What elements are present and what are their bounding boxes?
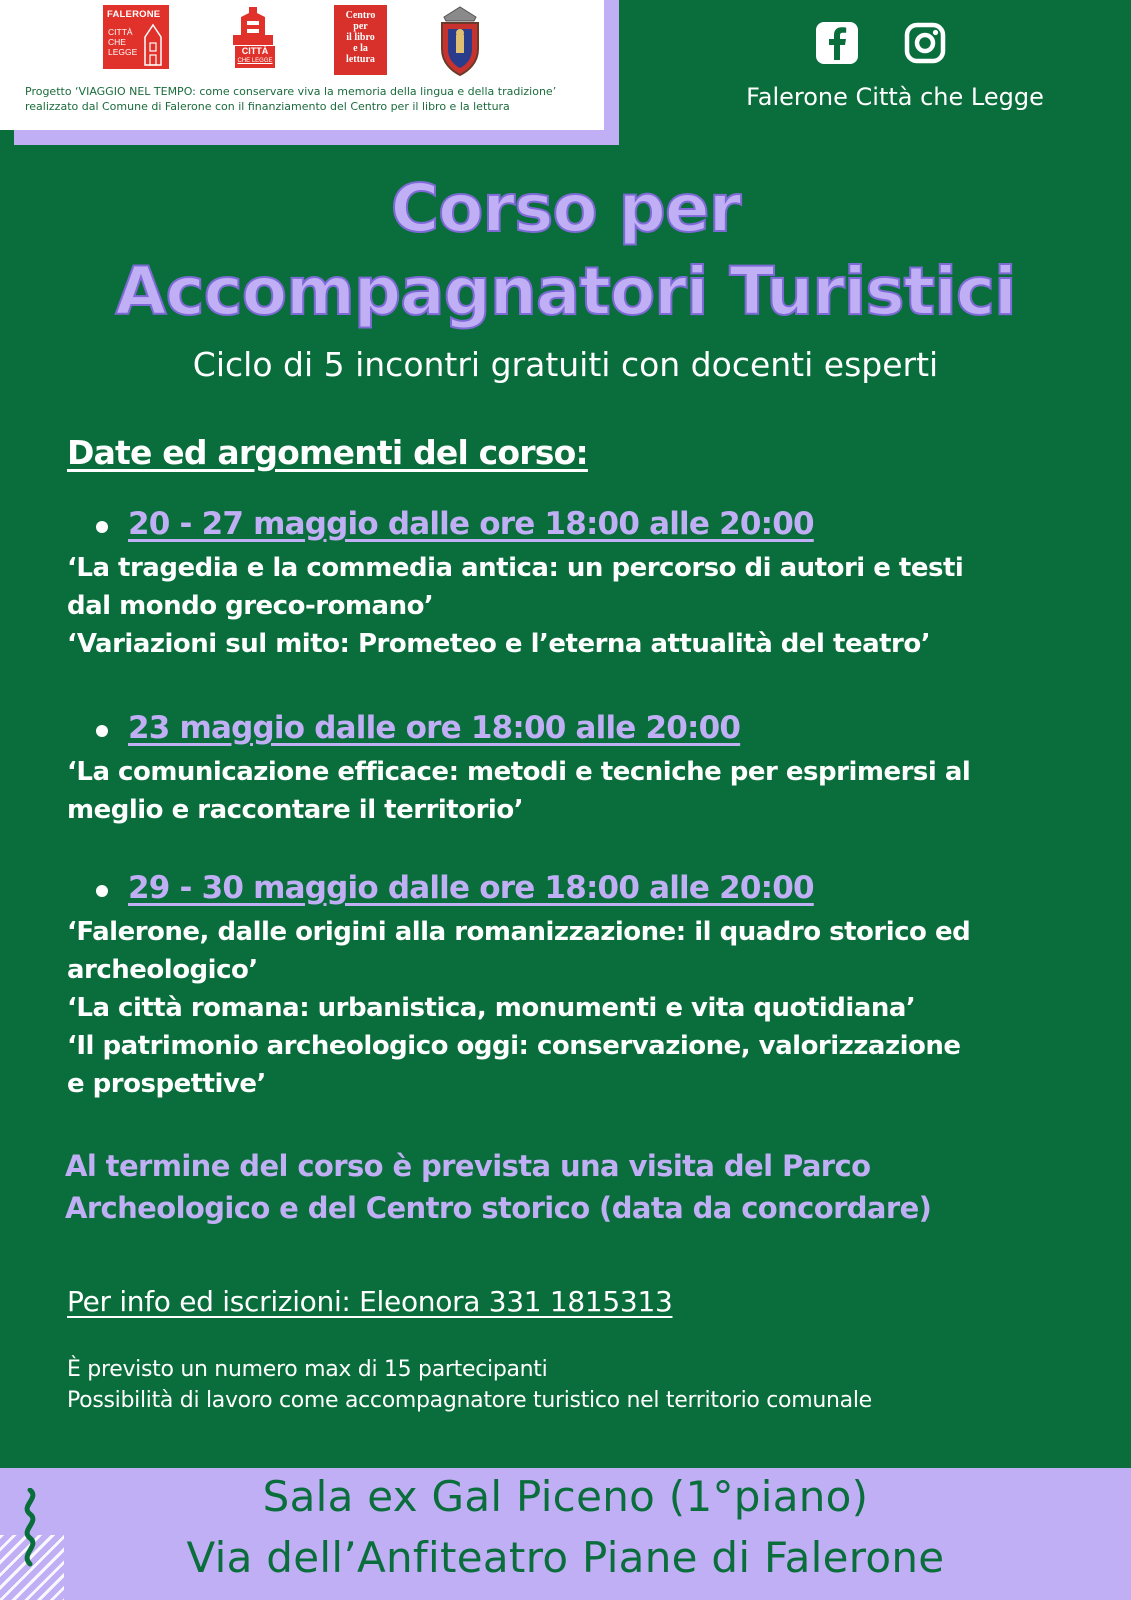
project-description — [25, 84, 605, 114]
session-topics — [67, 753, 1067, 829]
falerone-logo-tagline — [108, 27, 137, 57]
building-icon — [217, 5, 287, 49]
closing-note — [65, 1145, 1095, 1229]
social-account-name: Falerone Città che Legge — [746, 83, 1044, 111]
session-date: 23 maggio dalle ore 18:00 alle 20:00 — [128, 710, 741, 746]
instagram-icon[interactable] — [904, 22, 946, 64]
closing-line: Archeologico e del Centro storico (data da concordare) — [65, 1191, 932, 1225]
centro-logo-line: per — [353, 21, 368, 32]
citta-logo-line1: CITTÀ — [241, 46, 269, 56]
coat-of-arms-icon — [434, 3, 486, 77]
bullet-icon — [96, 521, 108, 533]
topic-line: dal mondo greco-romano’ — [67, 591, 434, 621]
project-line-1: Progetto ‘VIAGGIO NEL TEMPO: come conservare viva la memoria della lingua e della tradizione’ — [25, 85, 557, 98]
session-topics — [67, 549, 1067, 663]
closing-line: Al termine del corso è prevista una visita del Parco — [65, 1149, 871, 1183]
topic-line: ‘Il patrimonio archeologico oggi: conservazione, valorizzazione — [67, 1031, 961, 1061]
note-line: È previsto un numero max di 15 partecipanti — [67, 1357, 548, 1382]
page-title-line-1: Corso per — [390, 170, 741, 247]
falerone-logo-name: FALERONE — [107, 9, 161, 20]
centro-logo-line: lettura — [346, 54, 375, 65]
header-panel — [0, 0, 604, 130]
tagline-line: CITTÀ — [108, 27, 133, 37]
centro-libro-logo — [334, 5, 387, 75]
venue-name: Sala ex Gal Piceno (1°piano) — [262, 1472, 869, 1521]
note-line: Possibilità di lavoro come accompagnatore turistico nel territorio comunale — [67, 1388, 872, 1413]
facebook-icon[interactable] — [816, 22, 858, 64]
venue-address: Via dell’Anfiteatro Piane di Falerone — [186, 1533, 945, 1582]
page-title-line-2: Accompagnatori Turistici — [115, 253, 1016, 330]
citta-logo-line2: CHE LEGGE — [237, 58, 273, 64]
topic-line: ‘Variazioni sul mito: Prometeo e l’eterna attualità del teatro’ — [67, 629, 931, 659]
citta-logo-label — [235, 46, 275, 68]
centro-logo-line: Centro — [345, 10, 376, 21]
centro-logo-line: il libro — [346, 32, 375, 43]
tower-icon — [139, 23, 167, 67]
bullet-icon — [96, 885, 108, 897]
tagline-line: LEGGE — [108, 47, 138, 57]
citta-che-legge-logo — [217, 5, 287, 71]
centro-logo-line: e la — [353, 43, 368, 54]
topic-line: ‘Falerone, dalle origini alla romanizzazione: il quadro storico ed — [67, 917, 971, 947]
session-topics — [67, 913, 1067, 1103]
falerone-logo — [103, 5, 169, 69]
topic-line: ‘La tragedia e la commedia antica: un percorso di autori e testi — [67, 553, 964, 583]
topic-line: meglio e raccontare il territorio’ — [67, 795, 524, 825]
session-date: 29 - 30 maggio dalle ore 18:00 alle 20:00 — [128, 870, 814, 906]
topic-line: e prospettive’ — [67, 1069, 266, 1099]
topic-line: ‘La comunicazione efficace: metodi e tecniche per esprimersi al — [67, 757, 971, 787]
page-subtitle: Ciclo di 5 incontri gratuiti con docenti esperti — [192, 345, 939, 384]
project-line-2: realizzato dal Comune di Falerone con il finanziamento del Centro per il libro e la lettura — [25, 100, 510, 113]
topic-line: archeologico’ — [67, 955, 258, 985]
topic-line: ‘La città romana: urbanistica, monumenti e vita quotidiana’ — [67, 993, 916, 1023]
tagline-line: CHE — [108, 37, 126, 47]
contact-info: Per info ed iscrizioni: Eleonora 331 1815313 — [67, 1285, 673, 1318]
notes — [67, 1354, 872, 1416]
section-heading: Date ed argomenti del corso: — [67, 433, 588, 472]
session-date: 20 - 27 maggio dalle ore 18:00 alle 20:00 — [128, 506, 814, 542]
bullet-icon — [96, 725, 108, 737]
